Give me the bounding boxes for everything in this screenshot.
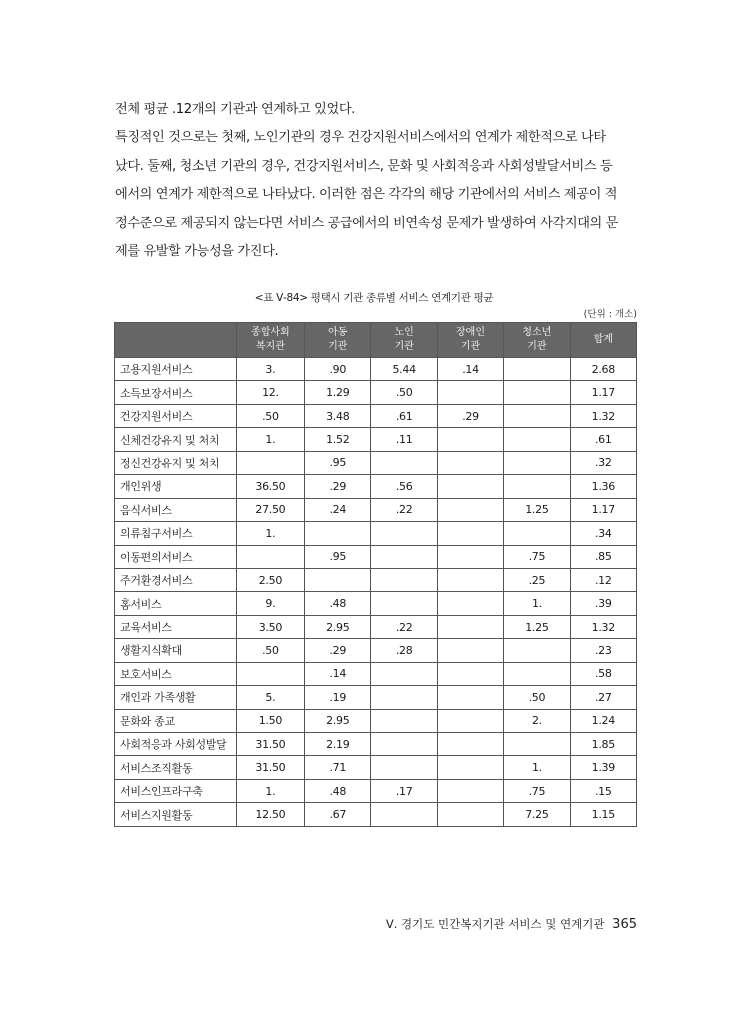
table-cell: [371, 592, 437, 615]
column-header-line: 기관: [328, 341, 348, 352]
table-cell: 12.: [236, 381, 304, 404]
table-cell: [504, 733, 570, 756]
table-cell: [437, 545, 503, 568]
table-cell: 31.50: [236, 756, 304, 779]
row-label: 홈서비스: [115, 592, 237, 615]
table-cell: .11: [371, 428, 437, 451]
table-cell: [371, 568, 437, 591]
table-cell: 1.25: [504, 498, 570, 521]
table-cell: 2.50: [236, 568, 304, 591]
table-cell: .25: [504, 568, 570, 591]
row-label: 소득보장서비스: [115, 381, 237, 404]
table-cell: 1.32: [570, 404, 636, 427]
row-label: 정신건강유지 및 처치: [115, 451, 237, 474]
table-row: [115, 709, 637, 732]
table-cell: .24: [305, 498, 371, 521]
table-row: [115, 358, 637, 381]
table-cell: [504, 662, 570, 685]
table-cell: [371, 522, 437, 545]
table-cell: 2.95: [305, 709, 371, 732]
column-header: [570, 323, 636, 358]
row-label: 사회적응과 사회성발달: [115, 733, 237, 756]
row-label: 신체건강유지 및 처치: [115, 428, 237, 451]
table-caption: <표 Ⅴ-84> 평택시 기관 종류별 서비스 연계기관 평균: [254, 292, 494, 304]
table-cell: .12: [570, 568, 636, 591]
table-cell: .75: [504, 779, 570, 802]
column-header: [236, 323, 304, 358]
row-label: 보호서비스: [115, 662, 237, 685]
table-cell: [371, 709, 437, 732]
table-cell: .50: [236, 639, 304, 662]
table-cell: 1.: [504, 592, 570, 615]
table-cell: .50: [371, 381, 437, 404]
table-row: [115, 686, 637, 709]
table-cell: 36.50: [236, 475, 304, 498]
column-header: [115, 323, 237, 358]
table-row: [115, 428, 637, 451]
table-cell: .50: [504, 686, 570, 709]
table-cell: [236, 662, 304, 685]
table-cell: 1.17: [570, 381, 636, 404]
table-cell: .71: [305, 756, 371, 779]
column-header-line: 기관: [460, 341, 481, 352]
row-label: 건강지원서비스: [115, 404, 237, 427]
service-linkage-table: [114, 322, 637, 827]
table-row: [115, 568, 637, 591]
table-cell: 1.50: [236, 709, 304, 732]
table-cell: [236, 451, 304, 474]
table-cell: .75: [504, 545, 570, 568]
table-cell: 2.95: [305, 615, 371, 638]
table-body: [115, 358, 637, 827]
column-header: [305, 323, 371, 358]
table-row: [115, 756, 637, 779]
table-cell: .48: [305, 779, 371, 802]
column-header-line: 아동: [328, 327, 348, 338]
table-cell: .95: [305, 545, 371, 568]
table-cell: 31.50: [236, 733, 304, 756]
table-row: [115, 404, 637, 427]
table-cell: .22: [371, 498, 437, 521]
paragraph-line: 전체 평균 .12개의 기관과 연계하고 있었다.: [115, 102, 355, 117]
table-cell: [437, 639, 503, 662]
table-cell: [371, 756, 437, 779]
table-cell: [437, 662, 503, 685]
table-unit-note: (단위 : 개소): [583, 309, 637, 320]
table-cell: .19: [305, 686, 371, 709]
table-cell: .56: [371, 475, 437, 498]
table-cell: 3.: [236, 358, 304, 381]
table-cell: [504, 639, 570, 662]
table-cell: 1.: [504, 756, 570, 779]
table-cell: .27: [570, 686, 636, 709]
table-cell: [504, 428, 570, 451]
row-label: 서비스조직활동: [115, 756, 237, 779]
column-header-line: 장애인: [456, 327, 485, 338]
table-cell: [437, 779, 503, 802]
table-cell: 27.50: [236, 498, 304, 521]
table-cell: .23: [570, 639, 636, 662]
row-label: 생활지식확대: [115, 639, 237, 662]
table-cell: .29: [437, 404, 503, 427]
table-row: [115, 615, 637, 638]
column-header-line: 복지관: [255, 341, 285, 352]
table-cell: .90: [305, 358, 371, 381]
table-cell: [371, 733, 437, 756]
table-cell: [305, 522, 371, 545]
table-cell: 3.48: [305, 404, 371, 427]
row-label: 주거환경서비스: [115, 568, 237, 591]
table-cell: 1.36: [570, 475, 636, 498]
row-label: 이동편의서비스: [115, 545, 237, 568]
table-cell: 2.68: [570, 358, 636, 381]
table-cell: .32: [570, 451, 636, 474]
table-cell: 1.85: [570, 733, 636, 756]
table-cell: .14: [437, 358, 503, 381]
column-header-line: 기관: [394, 341, 414, 352]
row-label: 개인과 가족생활: [115, 686, 237, 709]
table-cell: 2.: [504, 709, 570, 732]
footer-chapter-title: Ⅴ. 경기도 민간복지기관 서비스 및 연계기관: [385, 917, 605, 931]
table-cell: [437, 709, 503, 732]
intro-paragraph: [115, 96, 637, 125]
table-cell: 12.50: [236, 803, 304, 826]
table-row: [115, 475, 637, 498]
table-cell: .15: [570, 779, 636, 802]
table-cell: [504, 451, 570, 474]
table-cell: .29: [305, 639, 371, 662]
table-cell: 1.52: [305, 428, 371, 451]
table-cell: [504, 522, 570, 545]
table-row: [115, 779, 637, 802]
table-cell: [504, 475, 570, 498]
column-header-line: 합계: [593, 334, 613, 345]
table-cell: [437, 733, 503, 756]
table-cell: 1.25: [504, 615, 570, 638]
table-cell: [437, 451, 503, 474]
table-cell: 5.44: [371, 358, 437, 381]
column-header: [371, 323, 437, 358]
table-cell: [371, 662, 437, 685]
table-cell: [437, 522, 503, 545]
table-cell: 9.: [236, 592, 304, 615]
table-cell: 2.19: [305, 733, 371, 756]
table-cell: 1.29: [305, 381, 371, 404]
table-cell: [371, 803, 437, 826]
table-cell: 1.: [236, 779, 304, 802]
page-number: 365: [612, 917, 637, 932]
table-cell: [437, 568, 503, 591]
table-cell: 7.25: [504, 803, 570, 826]
table-cell: .34: [570, 522, 636, 545]
table-cell: [371, 686, 437, 709]
column-header: [437, 323, 503, 358]
table-cell: .50: [236, 404, 304, 427]
table-cell: [437, 756, 503, 779]
column-header-line: 노인: [394, 327, 414, 338]
table-cell: .48: [305, 592, 371, 615]
table-cell: .28: [371, 639, 437, 662]
table-cell: [305, 568, 371, 591]
table-cell: [504, 404, 570, 427]
row-label: 개인위생: [115, 475, 237, 498]
table-row: [115, 662, 637, 685]
column-header: [504, 323, 570, 358]
row-label: 교육서비스: [115, 615, 237, 638]
table-cell: .39: [570, 592, 636, 615]
table-cell: .22: [371, 615, 437, 638]
table-cell: 3.50: [236, 615, 304, 638]
row-label: 고용지원서비스: [115, 358, 237, 381]
table-cell: [504, 358, 570, 381]
page-footer: [386, 916, 637, 932]
table-row: [115, 639, 637, 662]
table-row: [115, 451, 637, 474]
table-cell: [437, 686, 503, 709]
table-row: [115, 592, 637, 615]
table-cell: [504, 381, 570, 404]
table-cell: 1.: [236, 522, 304, 545]
table-cell: .95: [305, 451, 371, 474]
paragraph-line: 에서의 연계가 제한적으로 나타났다. 이러한 점은 각각의 해당 기관에서의 서비스 제공이 적: [115, 187, 618, 203]
row-label: 의류침구서비스: [115, 522, 237, 545]
column-header-line: 청소년: [522, 327, 552, 338]
table-row: [115, 522, 637, 545]
table-cell: 1.: [236, 428, 304, 451]
table-header-row: [115, 323, 637, 358]
table-cell: 5.: [236, 686, 304, 709]
paragraph-line: 특징적인 것으로는 첫째, 노인기관의 경우 건강지원서비스에서의 연계가 제한적으로 나타: [115, 130, 606, 145]
table-cell: .61: [570, 428, 636, 451]
paragraph-line: 났다. 둘째, 청소년 기관의 경우, 건강지원서비스, 문화 및 사회적응과 사회성발달서비스 등: [115, 158, 613, 174]
table-cell: [437, 475, 503, 498]
table-cell: [371, 545, 437, 568]
table-row: [115, 733, 637, 756]
table-cell: 1.17: [570, 498, 636, 521]
table-cell: [371, 451, 437, 474]
table-cell: [437, 381, 503, 404]
table-row: [115, 498, 637, 521]
table-cell: .61: [371, 404, 437, 427]
table-cell: [437, 498, 503, 521]
table-cell: 1.39: [570, 756, 636, 779]
column-header-line: 종합사회: [251, 327, 290, 338]
table-row: [115, 545, 637, 568]
table-cell: .58: [570, 662, 636, 685]
column-header-line: 기관: [527, 341, 547, 352]
table-cell: .14: [305, 662, 371, 685]
findings-paragraph: [115, 124, 637, 267]
table-cell: 1.15: [570, 803, 636, 826]
row-label: 서비스지원활동: [115, 803, 237, 826]
table-cell: .29: [305, 475, 371, 498]
table-cell: [437, 592, 503, 615]
table-cell: .85: [570, 545, 636, 568]
table-cell: 1.24: [570, 709, 636, 732]
table-cell: .17: [371, 779, 437, 802]
table-row: [115, 803, 637, 826]
table-cell: [437, 803, 503, 826]
table-cell: [437, 428, 503, 451]
paragraph-line: 제를 유발할 가능성을 가진다.: [115, 244, 279, 260]
paragraph-line: 정수준으로 제공되지 않는다면 서비스 공급에서의 비연속성 문제가 발생하여 사각지대의 문: [115, 215, 619, 231]
table-cell: [437, 615, 503, 638]
table-row: [115, 381, 637, 404]
table-cell: 1.32: [570, 615, 636, 638]
row-label: 음식서비스: [115, 498, 237, 521]
row-label: 서비스인프라구축: [115, 779, 237, 802]
table-cell: [236, 545, 304, 568]
table-cell: .67: [305, 803, 371, 826]
row-label: 문화와 종교: [115, 709, 237, 732]
